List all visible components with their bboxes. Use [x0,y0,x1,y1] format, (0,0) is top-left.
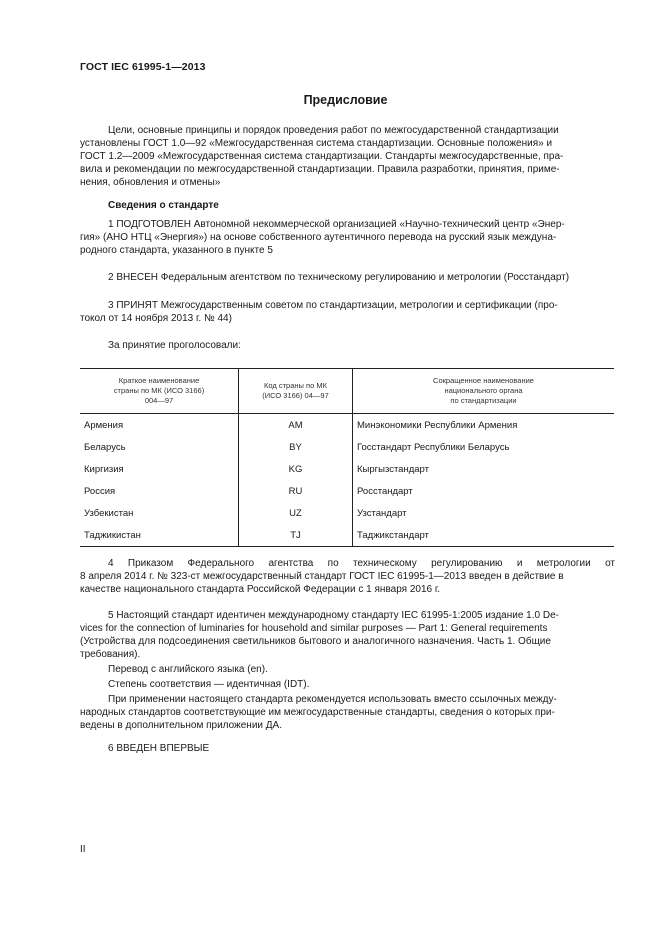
cell-country: Киргизия [84,463,124,475]
note-line: народных стандартов соответствующие им межгосударственные стандарты, сведения о которых при- [80,707,555,718]
header-code [239,369,353,414]
header-body-line: по стандартизации [450,396,517,405]
note-line: При применении настоящего стандарта рекомендуется использовать вместо ссылочных между- [108,694,557,705]
cell-code: BY [239,436,353,458]
note-line: ведены в дополнительном приложении ДА. [80,720,282,731]
voting-table [80,368,614,547]
header-country-line: страны по МК (ИСО 3166) [113,386,205,395]
cell-country: Беларусь [84,441,126,453]
table-header-row [80,369,614,414]
intro-line: ГОСТ 1.2—2009 «Межгосударственная система стандартизации. Стандарты межгосударственные, пра- [80,151,564,162]
item-1-paragraph [80,218,615,257]
conformity-line: Степень соответствия — идентичная (IDT). [108,679,310,690]
item-4-line: качестве национального стандарта Российской Федерации с 1 января 2016 г. [80,584,441,595]
table-row [80,480,614,502]
cell-code: TJ [239,524,353,547]
table-row [80,414,614,437]
item-6-paragraph [80,742,615,755]
item-4-line: 8 апреля 2014 г. № 323-ст межгосударственный стандарт ГОСТ IEC 61995-1—2013 введен в действие в [80,571,564,582]
table-row [80,436,614,458]
voted-label [80,339,615,352]
cell-country: Армения [84,419,124,431]
header-country [80,369,239,414]
translation-line: Перевод с английского языка (en). [108,664,268,675]
item-1-line: родного стандарта, указанного в пункте 5 [80,245,273,256]
cell-code: KG [239,458,353,480]
cell-body: Таджикстандарт [353,524,615,547]
item-5-line: vices for the connection of luminaries for household and similar purposes — Part 1: General requirements [80,623,548,634]
table-row [80,502,614,524]
item-1-line: 1 ПОДГОТОВЛЕН Автономной некоммерческой организацией «Научно-технический центр «Энер- [108,219,565,230]
document-code-header: ГОСТ IEC 61995-1—2013 [80,61,206,73]
cell-code: AM [239,414,353,437]
cell-body: Кыргызстандарт [353,458,615,480]
item-5-paragraph [80,609,615,732]
page-title: Предисловие [303,93,388,107]
item-3-line: токол от 14 ноября 2013 г. № 44) [80,313,232,324]
item-2-paragraph [80,271,615,284]
item-5-line: 5 Настоящий стандарт идентичен международному стандарту IEC 61995-1:2005 издание 1.0 De- [108,610,559,621]
item-3-line: 3 ПРИНЯТ Межгосударственным советом по стандартизации, метрологии и сертификации (про- [108,300,558,311]
cell-country: Узбекистан [84,507,134,519]
cell-body: Узстандарт [353,502,615,524]
item-4-paragraph [80,557,615,596]
header-body-line: Сокращенное наименование [433,376,534,385]
page-number: II [80,844,86,855]
item-5-line: требования). [80,649,141,660]
item-1-line: гия» (АНО НТЦ «Энергия») на основе собственного аутентичного перевода на русский язык междуна- [80,232,557,243]
intro-line: вила и рекомендации по межгосударственной стандартизации. Правила разработки, принятия, приме- [80,164,560,175]
item-6-line: 6 ВВЕДЕН ВПЕРВЫЕ [108,743,210,754]
header-code-line: Код страны по МК [264,381,327,390]
voted-label-text: За принятие проголосовали: [108,340,241,351]
intro-line: нения, обновления и отмены» [80,177,221,188]
cell-code: UZ [239,502,353,524]
item-2-line: 2 ВНЕСЕН Федеральным агентством по техническому регулированию и метрологии (Росстандарт) [108,272,570,283]
section-title: Сведения о стандарте [108,200,219,211]
cell-body: Росстандарт [353,480,615,502]
intro-paragraph [80,124,615,189]
cell-country: Россия [84,485,116,497]
table-row [80,524,614,547]
table-row [80,458,614,480]
cell-code: RU [239,480,353,502]
header-body-line: национального органа [444,386,523,395]
intro-line: Цели, основные принципы и порядок проведения работ по межгосударственной стандартизации [108,125,559,136]
cell-body: Госстандарт Республики Беларусь [353,436,615,458]
item-5-line: (Устройства для подсоединения светильников бытового и аналогичного назначения. Часть 1. Общие [80,636,551,647]
header-body [353,369,615,414]
header-code-line: (ИСО 3166) 04—97 [262,391,329,400]
item-4-line: 4 Приказом Федерального агентства по техническому регулированию и метрологии от [108,558,615,569]
header-country-line: Краткое наименование [118,376,200,385]
item-3-paragraph [80,299,615,325]
intro-line: установлены ГОСТ 1.0—92 «Межгосударственная система стандартизации. Основные положения» и [80,138,553,149]
cell-country: Таджикистан [80,524,239,547]
header-country-line: 004—97 [144,396,174,405]
cell-body: Минэкономики Республики Армения [353,414,615,437]
